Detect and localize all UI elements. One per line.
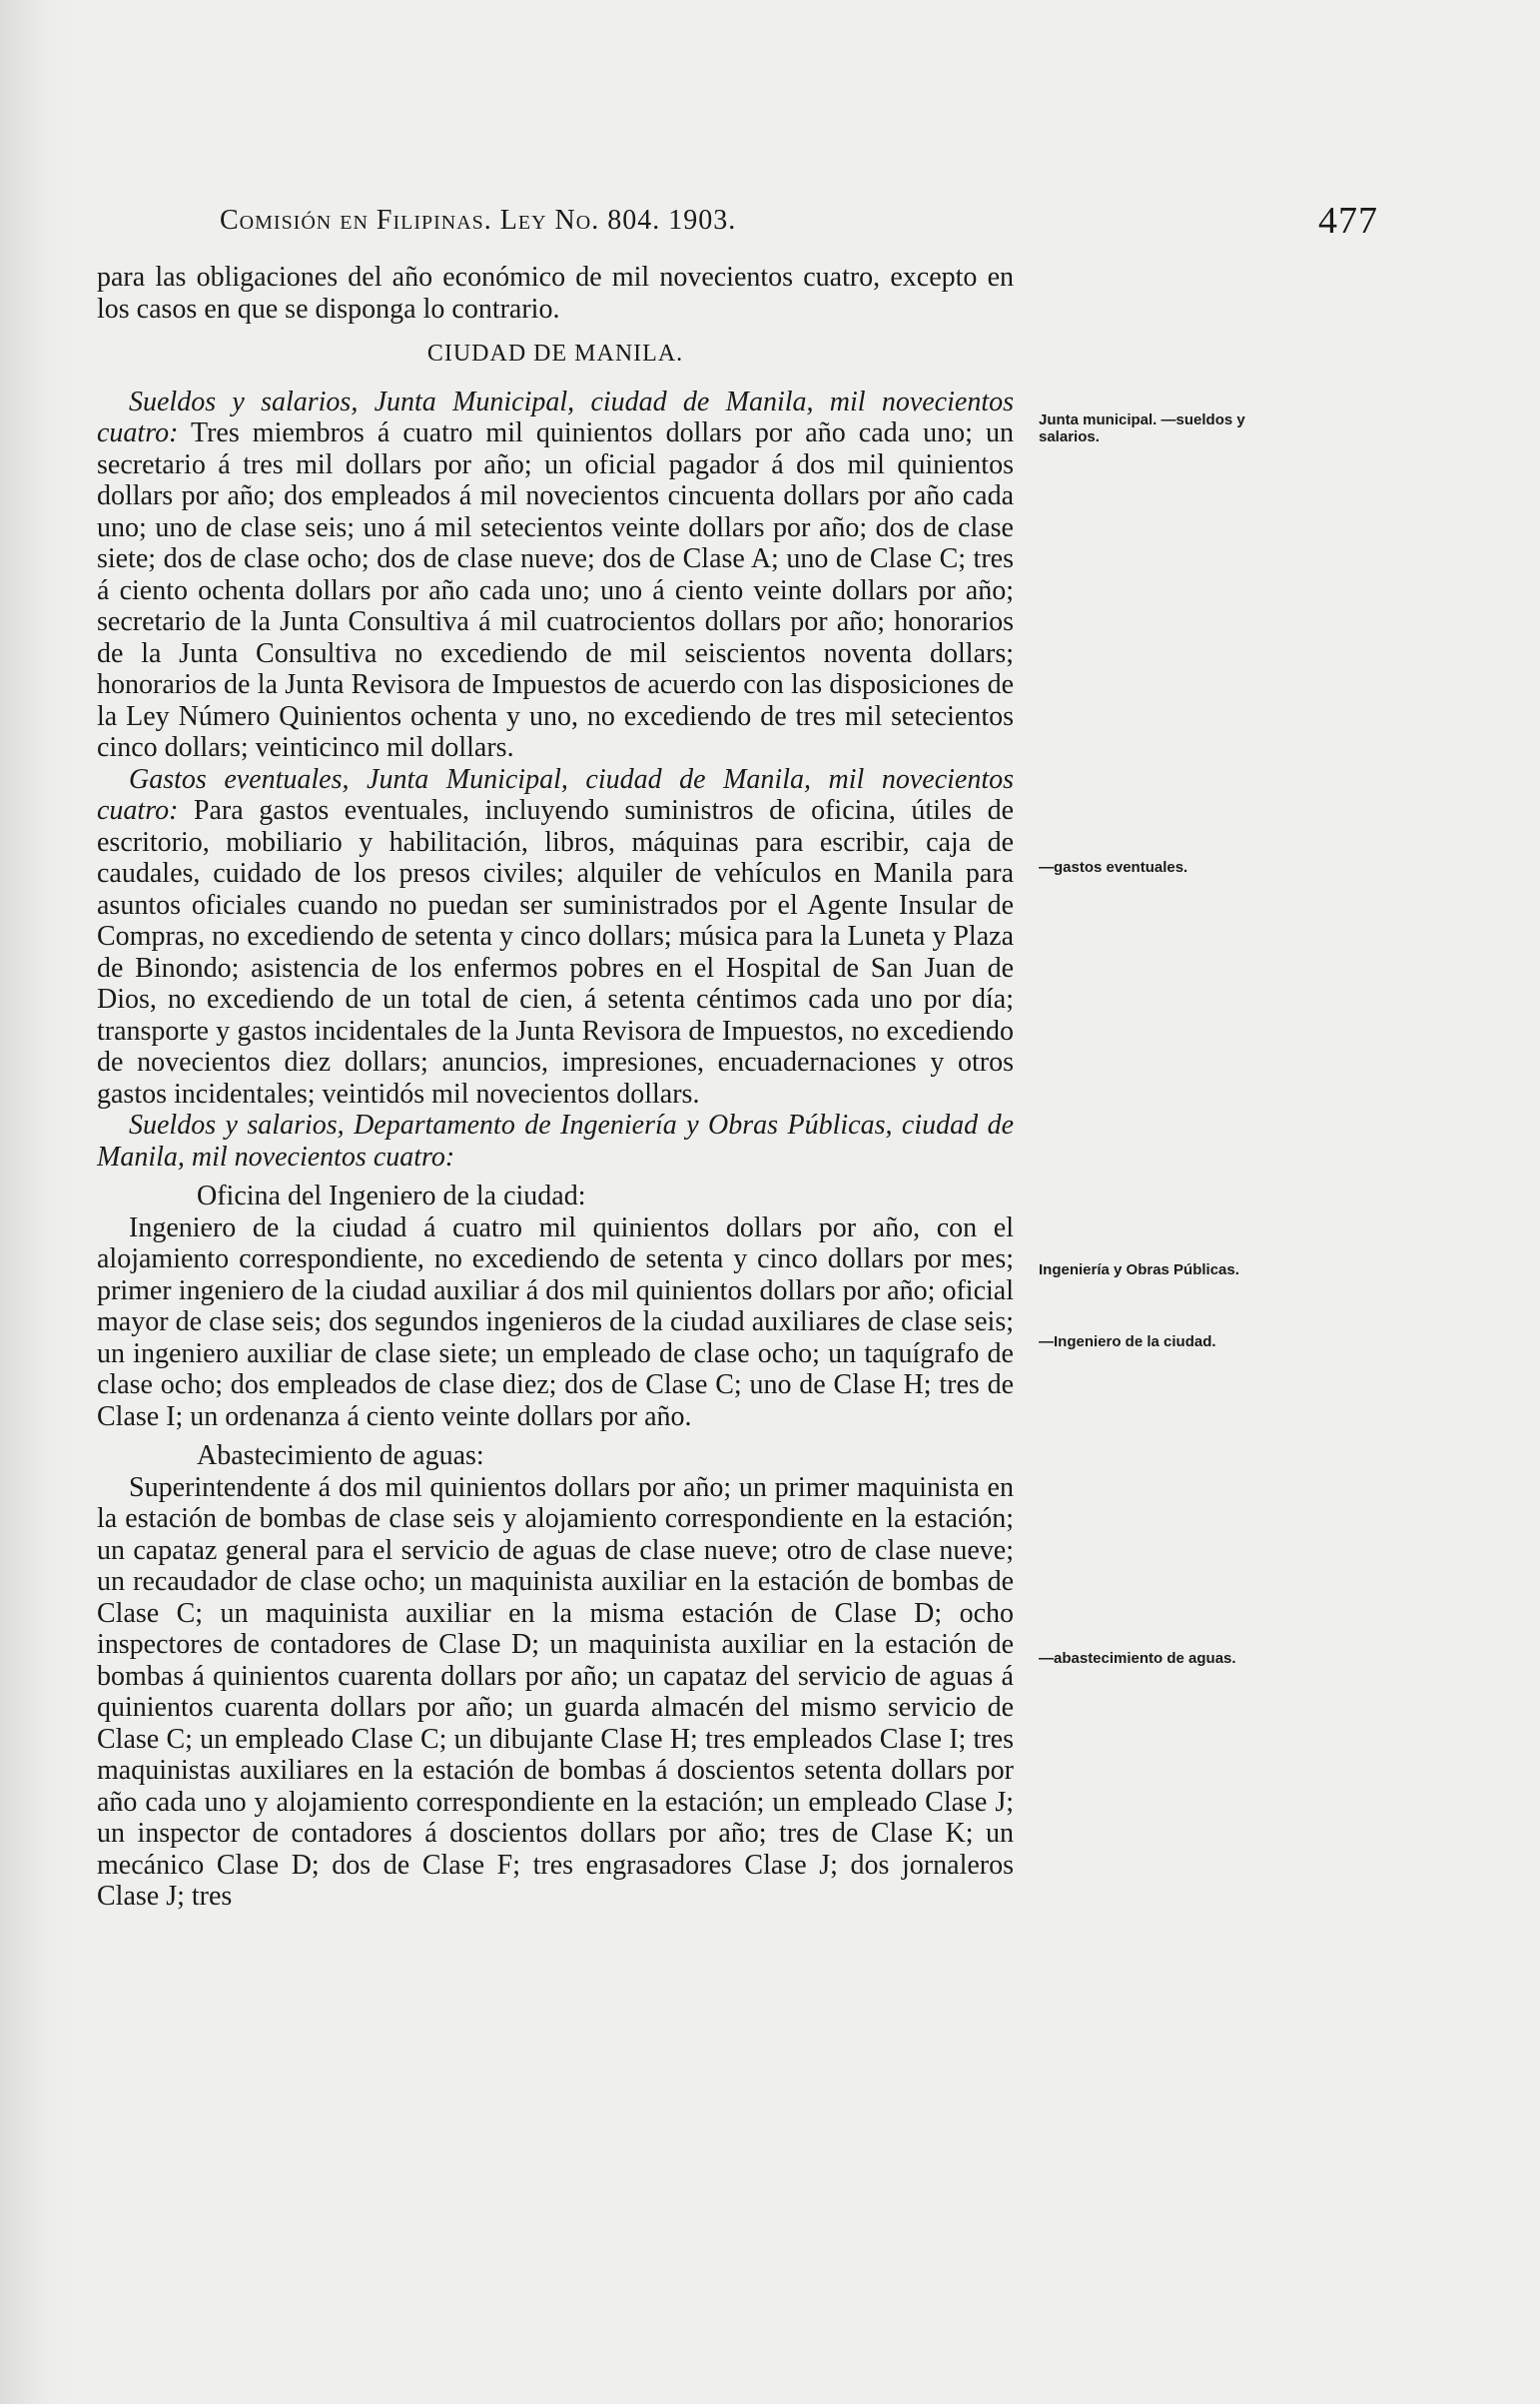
page-number: 477 xyxy=(1318,200,1378,242)
paragraph-abastecimiento: Superintendente á dos mil quinientos dollars por año; un primer maquinista en la estación de bombas de clase seis y alojamiento correspondiente en la estación; un capataz general para el servicio de aguas de clase nueve; otro de clase nueve; un recaudador de clase ocho; un maquinista auxiliar en la estación de bombas de Clase C; un maquinista auxiliar en la misma estación de Clase D; ocho inspectores de contadores de Clase D; un maquinista auxiliar en la estación de bombas á quinientos cuarenta dollars por año; un capataz del servicio de aguas á quinientos cuarenta dollars por año; un guarda almacén del mismo servicio de Clase C; un empleado Clase C; un dibujante Clase H; tres empleados Clase I; tres maquinistas auxiliares en la estación de bombas á doscientos setenta dollars por año cada uno y alojamiento correspondiente en la estación; un empleado Clase J; un inspector de contadores á doscientos dollars por año; tres de Clase K; un mecánico Clase D; dos de Clase F; tres engrasadores Clase J; dos jornaleros Clase J; tres xyxy=(97,1471,1014,1912)
paragraph-text: Para gastos eventuales, incluyendo suministros de oficina, útiles de escritorio, mobiliario y habilitación, libros, máquinas para escribir, caja de caudales, cuidado de los presos civiles; alquiler de vehículos en Manila para asuntos oficiales cuando no puedan ser suministrados por el Agente Insular de Compras, no excediendo de setenta y cinco dollars; música para la Luneta y Plaza de Binondo; asistencia de los enfermos pobres en el Hospital de San Juan de Dios, no excediendo de un total de cien, á setenta céntimos cada uno por día; transporte y gastos incidentales de la Junta Revisora de Impuestos, no excediendo de novecientos diez dollars; anuncios, impresiones, encuadernaciones y otros gastos incidentales; veintidós mil novecientos dollars. xyxy=(97,795,1014,1110)
subheading-abastecimiento: Abastecimiento de aguas: xyxy=(197,1440,484,1471)
running-title: Comisión en Filipinas. Ley No. 804. 1903. xyxy=(220,205,737,236)
paragraph-heading: Sueldos y salarios, Junta Municipal, ciudad de Manila, mil novecientos cuatro: xyxy=(97,386,1014,448)
paragraph-ingenieria-heading xyxy=(97,1110,1014,1173)
paragraph-heading: Gastos eventuales, Junta Municipal, ciudad de Manila, mil novecientos cuatro: xyxy=(97,763,1014,826)
opening-paragraph: para las obligaciones del año económico de mil novecientos cuatro, excepto en los casos en que se disponga lo contrario. xyxy=(97,262,1014,325)
paragraph-heading: Sueldos y salarios, Departamento de Ingeniería y Obras Públicas, ciudad de Manila, mil novecientos cuatro: xyxy=(97,1110,1014,1173)
paragraph-text: Tres miembros á cuatro mil quinientos dollars por año cada uno; un secretario á tres mil dollars por año; un oficial pagador á dos mil quinientos dollars por año; dos empleados á mil novecientos cincuenta dollars por año cada uno; uno de clase seis; uno á mil setecientos veinte dollars por año; dos de clase siete; dos de clase ocho; dos de clase nueve; dos de Clase A; uno de Clase C; tres á ciento ochenta dollars por año cada uno; uno á ciento veinte dollars por año; secretario de la Junta Consultiva á mil cuatrocientos dollars por año; honorarios de la Junta Consultiva no excediendo de mil seiscientos noventa dollars; honorarios de la Junta Revisora de Impuestos de acuerdo con las disposiciones de la Ley Número Quinientos ochenta y uno, no excediendo de tres mil setecientos cinco dollars; veinticinco mil dollars. xyxy=(97,417,1014,763)
margin-note-ingeniero-ciudad: —Ingeniero de la ciudad. xyxy=(1039,1333,1216,1350)
paragraph-gastos-eventuales xyxy=(97,764,1014,1111)
margin-note-junta-municipal: Junta municipal. —sueldos y salarios. xyxy=(1039,411,1245,445)
main-text-column xyxy=(97,262,1014,1913)
subheading-oficina-ingeniero: Oficina del Ingeniero de la ciudad: xyxy=(197,1181,586,1211)
paragraph-junta-sueldos xyxy=(97,387,1014,764)
section-title: CIUDAD DE MANILA. xyxy=(426,341,684,367)
margin-note-gastos-eventuales: —gastos eventuales. xyxy=(1039,859,1188,876)
paragraph-oficina-ingeniero: Ingeniero de la ciudad á cuatro mil quinientos dollars por año, con el alojamiento correspondiente, no excediendo de setenta y cinco dollars por mes; primer ingeniero de la ciudad auxiliar á dos mil quinientos dollars por año; oficial mayor de clase seis; dos segundos ingenieros de la ciudad auxiliares de clase seis; un ingeniero auxiliar de clase siete; un empleado de clase ocho; un taquígrafo de clase ocho; dos empleados de clase diez; dos de Clase C; uno de Clase H; tres de Clase I; un ordenanza á ciento veinte dollars por año. xyxy=(97,1211,1014,1432)
margin-note-ingenieria: Ingeniería y Obras Públicas. xyxy=(1039,1261,1239,1278)
margin-note-abastecimiento: —abastecimiento de aguas. xyxy=(1039,1650,1236,1667)
